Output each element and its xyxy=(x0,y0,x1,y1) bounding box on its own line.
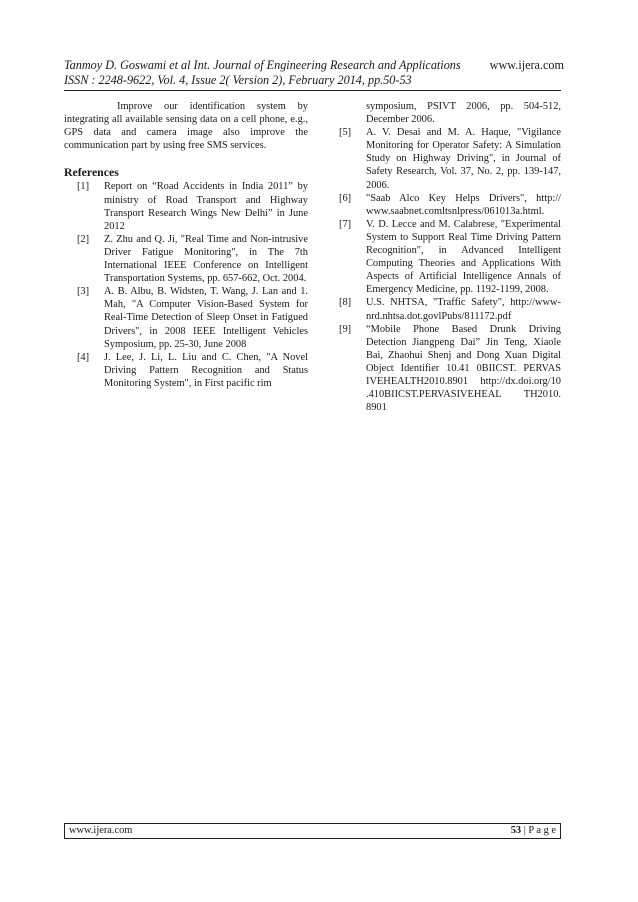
reference-text: J. Lee, J. Li, L. Liu and C. Chen, "A Novel Driving Pattern Recognition and Status Monitoring System", in First pacific rim xyxy=(104,351,308,389)
reference-number: [6] xyxy=(339,192,352,204)
reference-number: [9] xyxy=(339,323,352,335)
references-heading: References xyxy=(64,165,119,180)
journal-citation: Tanmoy D. Goswami et al Int. Journal of Engineering Research and Applications xyxy=(64,58,461,72)
right-column xyxy=(339,100,561,414)
reference-number: [4] xyxy=(76,351,90,363)
reference-item xyxy=(339,126,561,191)
reference-item xyxy=(339,218,561,297)
reference-item xyxy=(64,233,308,285)
reference-text: A. V. Desai and M. A. Haque, "Vigilance Monitoring for Operator Safety: A Simulation Study on Highway Driving", in Journal of Safety Research, Vol. 37, No. 2, pp. 139-147, 2006. xyxy=(366,127,561,191)
reference-number: [8] xyxy=(339,297,352,309)
reference-text: Report on “Road Accidents in India 2011” by ministry of Road Transport and Highway Transport Research Wings New Delhi” in June 2012 xyxy=(104,181,308,232)
intro-paragraph: Improve our identification system by integrating all available sensing data on a cell phone, e.g., GPS data and camera image also improve the communication part by using free SMS services. xyxy=(64,101,308,152)
reference-text: Z. Zhu and Q. Ji, "Real Time and Non-intrusive Driver Fatigue Monitoring", in The 7th International IEEE Conference on Intelligent Transportation Systems, pp. 657-662, Oct. 2004. xyxy=(104,233,308,285)
reference-number: [7] xyxy=(339,218,352,230)
page-label: | P a g e xyxy=(521,825,556,836)
footer-url: www.ijera.com xyxy=(69,825,133,836)
page-number: 53 xyxy=(510,825,522,836)
reference-item xyxy=(339,192,561,218)
reference-item xyxy=(339,323,561,415)
left-column xyxy=(64,100,308,390)
reference-item xyxy=(339,296,561,322)
page-footer xyxy=(64,823,561,839)
page-number-label xyxy=(511,824,556,838)
reference-item xyxy=(64,351,308,390)
reference-text: U.S. NHTSA, "Traffic Safety", http://www-nrd.nhtsa.dot.govlPubs/811172.pdf xyxy=(366,297,561,322)
reference-number: [1] xyxy=(76,181,90,193)
page-header xyxy=(64,58,564,88)
reference-text: “Mobile Phone Based Drunk Driving Detection Jiangpeng Dai” Jin Teng, Xiaole Bai, Zhaohui Shenj and Dong Xuan Digital Object Identifier 10.41 0BIICST. PERVAS IVEHEALTH2010.8901 http://dx.doi.org/10 .410BIICST.PERVASIVEHEAL TH2010. 8901 xyxy=(366,323,561,414)
reference-number: [3] xyxy=(76,286,90,298)
reference-continuation: symposium, PSIVT 2006, pp. 504-512, December 2006. xyxy=(366,101,561,126)
header-divider xyxy=(64,90,561,91)
reference-text: A. B. Albu, B. Widsten, T. Wang, J. Lan and 1. Mah, "A Computer Vision-Based System for Real-Time Detection of Sleep Onset in Fatigued Drivers", in 2008 IEEE Intelligent Vehicles Symposium, pp. 25-30, June 2008 xyxy=(104,286,308,350)
reference-number: [2] xyxy=(76,233,90,245)
header-url: www.ijera.com xyxy=(489,58,564,72)
reference-number: [5] xyxy=(339,127,352,139)
reference-text: "Saab Alco Key Helps Drivers", http:// www.saabnet.comltsnlpress/061013a.html. xyxy=(366,192,561,217)
reference-text: V. D. Lecce and M. Calabrese, "Experimental System to Support Real Time Driving Pattern Recognition", in Advanced Intelligent Computing Theories and Applications With Aspects of Artificial Intelligence Annals of Emergency Medicine, pp. 1192-1199, 2008. xyxy=(366,218,561,296)
reference-item xyxy=(64,285,308,350)
reference-item xyxy=(64,180,308,232)
issn-line: ISSN : 2248-9622, Vol. 4, Issue 2( Version 2), February 2014, pp.50-53 xyxy=(64,73,412,87)
